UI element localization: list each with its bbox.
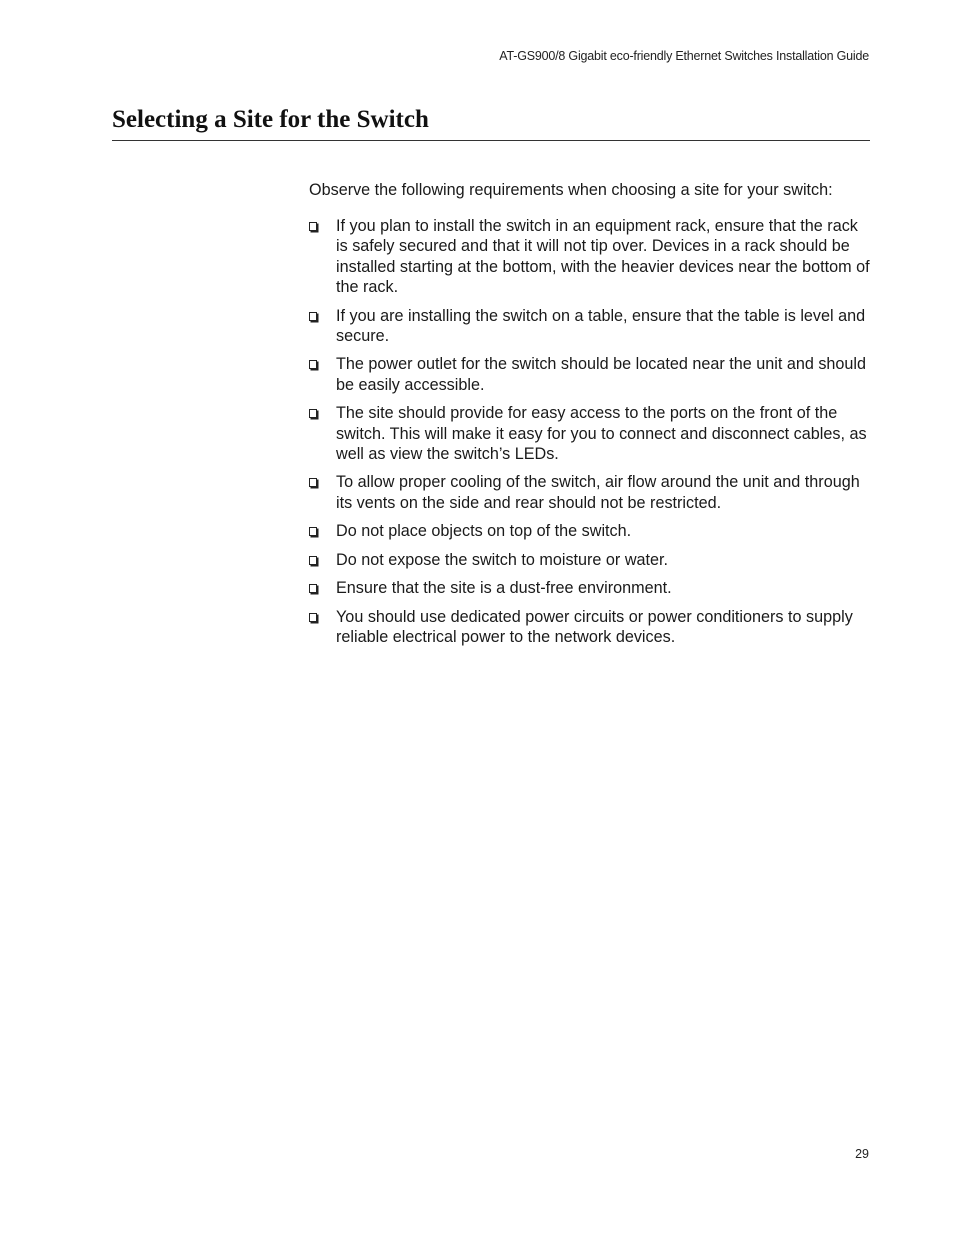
list-item-text: To allow proper cooling of the switch, air flow around the unit and through its vents on the side and rear should not be restricted. [336, 473, 860, 512]
checkbox-bullet-icon [309, 360, 317, 369]
list-item [309, 607, 874, 648]
list-item-text: If you plan to install the switch in an equipment rack, ensure that the rack is safely secured and that it will not tip over. Devices in a rack should be installed starting at the bottom, with the heavier devices near the bottom of the rack. [336, 217, 870, 297]
title-rule [112, 140, 870, 141]
intro-paragraph: Observe the following requirements when choosing a site for your switch: [309, 181, 833, 199]
list-item [309, 550, 874, 570]
list-item-text: The site should provide for easy access to the ports on the front of the switch. This will make it easy for you to connect and disconnect cables, as well as view the switch’s LEDs. [336, 404, 867, 464]
list-item [309, 216, 874, 298]
list-item-text: You should use dedicated power circuits or power conditioners to supply reliable electrical power to the network devices. [336, 607, 853, 646]
list-item-text: If you are installing the switch on a table, ensure that the table is level and secure. [336, 306, 866, 346]
requirements-list [309, 216, 874, 655]
checkbox-bullet-icon [309, 312, 317, 321]
list-item [309, 306, 874, 347]
list-item [309, 521, 874, 541]
checkbox-bullet-icon [309, 556, 317, 565]
list-item-text: The power outlet for the switch should be located near the unit and should be easily accessible. [336, 355, 867, 394]
list-item [309, 578, 874, 598]
list-item [309, 354, 874, 395]
list-item-text: Do not place objects on top of the switch. [336, 522, 632, 541]
list-item [309, 472, 874, 513]
list-item [309, 403, 874, 464]
running-header: AT-GS900/8 Gigabit eco-friendly Ethernet Switches Installation Guide [499, 49, 869, 63]
checkbox-bullet-icon [309, 409, 317, 418]
checkbox-bullet-icon [309, 222, 317, 231]
checkbox-bullet-icon [309, 584, 317, 593]
list-item-text: Do not expose the switch to moisture or water. [336, 550, 669, 569]
page-number: 29 [855, 1147, 869, 1161]
checkbox-bullet-icon [309, 613, 317, 622]
checkbox-bullet-icon [309, 478, 317, 487]
list-item-text: Ensure that the site is a dust-free environment. [336, 579, 672, 598]
section-title: Selecting a Site for the Switch [112, 106, 429, 133]
checkbox-bullet-icon [309, 527, 317, 536]
